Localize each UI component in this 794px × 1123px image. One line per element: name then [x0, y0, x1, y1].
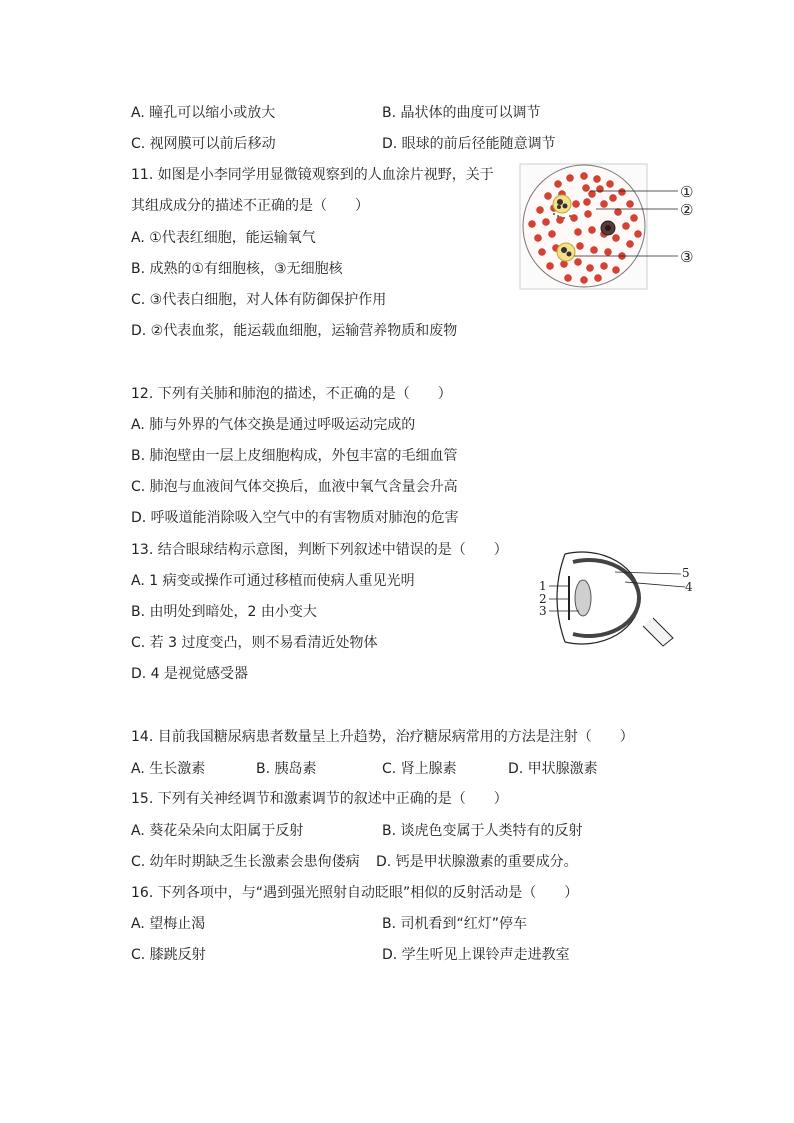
q11-stem-line1: 11. 如图是小李同学用显微镜观察到的人血涂片视野，关于 — [131, 167, 494, 183]
q16-option-c: C. 膝跳反射 — [131, 947, 206, 963]
q13-option-b: B. 由明处到暗处，2 由小变大 — [131, 604, 317, 620]
q11-option-b: B. 成熟的①有细胞核，③无细胞核 — [131, 261, 343, 277]
label-1: ① — [680, 183, 694, 201]
q13-option-c: C. 若 3 过度变凸，则不易看清近处物体 — [131, 635, 378, 651]
q12-option-c: C. 肺泡与血液间气体交换后，血液中氧气含量会升高 — [131, 479, 458, 495]
q13-option-d: D. 4 是视觉感受器 — [131, 666, 249, 682]
eye-label-5: 5 — [682, 566, 690, 580]
q15-stem: 15. 下列有关神经调节和激素调节的叙述中正确的是（ ） — [131, 791, 508, 807]
eyeball-figure — [535, 542, 695, 658]
q10-option-d: D. 眼球的前后径能随意调节 — [382, 136, 556, 152]
q13-stem: 13. 结合眼球结构示意图，判断下列叙述中错误的是（ ） — [131, 542, 508, 558]
q16-option-d: D. 学生听见上课铃声走进教室 — [382, 947, 570, 963]
cornea — [557, 554, 565, 642]
optic-nerve — [643, 618, 673, 646]
q12-stem: 12. 下列有关肺和肺泡的描述，不正确的是（ ） — [131, 386, 452, 402]
q16-option-a: A. 望梅止渴 — [131, 916, 206, 932]
q16-option-b: B. 司机看到“红灯”停车 — [382, 916, 528, 932]
q14-option-d: D. 甲状腺激素 — [508, 761, 598, 777]
q14-option-b: B. 胰岛素 — [256, 761, 317, 777]
q10-option-b: B. 晶状体的曲度可以调节 — [382, 105, 541, 121]
blood-smear-figure — [518, 162, 708, 292]
q14-option-c: C. 肾上腺素 — [382, 761, 457, 777]
white-blood-cell-dark — [601, 221, 615, 235]
eye-label-4: 4 — [685, 580, 693, 594]
q11-stem-line2: 其组成成分的描述不正确的是（ ） — [131, 198, 369, 214]
q11-option-a: A. ①代表红细胞，能运输氧气 — [131, 230, 316, 246]
q15-option-a: A. 葵花朵朵向太阳属于反射 — [131, 823, 304, 839]
eye-label-2: 2 — [539, 592, 547, 606]
q10-option-c: C. 视网膜可以前后移动 — [131, 136, 276, 152]
label-3: ③ — [680, 248, 694, 266]
blood-smear-diagram — [518, 162, 708, 292]
q15-option-d: D. 钙是甲状腺激素的重要成分。 — [376, 854, 578, 870]
white-blood-cell-top — [553, 195, 571, 213]
eye-label-3: 3 — [539, 604, 547, 618]
q16-stem: 16. 下列各项中，与“遇到强光照射自动眨眼”相似的反射活动是（ ） — [131, 885, 579, 901]
q14-option-a: A. 生长激素 — [131, 761, 206, 777]
q12-option-d: D. 呼吸道能消除吸入空气中的有害物质对肺泡的危害 — [131, 510, 459, 526]
q10-option-a: A. 瞳孔可以缩小或放大 — [131, 105, 276, 121]
q11-option-d: D. ②代表血浆，能运载血细胞，运输营养物质和废物 — [131, 323, 458, 339]
q13-option-a: A. 1 病变或操作可通过移植而使病人重见光明 — [131, 573, 415, 589]
white-blood-cell-bottom — [557, 243, 575, 261]
q12-option-a: A. 肺与外界的气体交换是通过呼吸运动完成的 — [131, 417, 416, 433]
q14-stem: 14. 目前我国糖尿病患者数量呈上升趋势，治疗糖尿病常用的方法是注射（ ） — [131, 729, 634, 745]
q11-option-c: C. ③代表白细胞，对人体有防御保护作用 — [131, 292, 387, 308]
q15-option-c: C. 幼年时期缺乏生长激素会患佝偻病 — [131, 854, 360, 870]
q12-option-b: B. 肺泡壁由一层上皮细胞构成，外包丰富的毛细血管 — [131, 448, 458, 464]
q15-option-b: B. 谈虎色变属于人类特有的反射 — [382, 823, 583, 839]
eye-label-1: 1 — [539, 579, 547, 593]
eyeball-diagram — [535, 542, 695, 658]
lens — [575, 580, 591, 616]
label-2: ② — [680, 201, 694, 219]
